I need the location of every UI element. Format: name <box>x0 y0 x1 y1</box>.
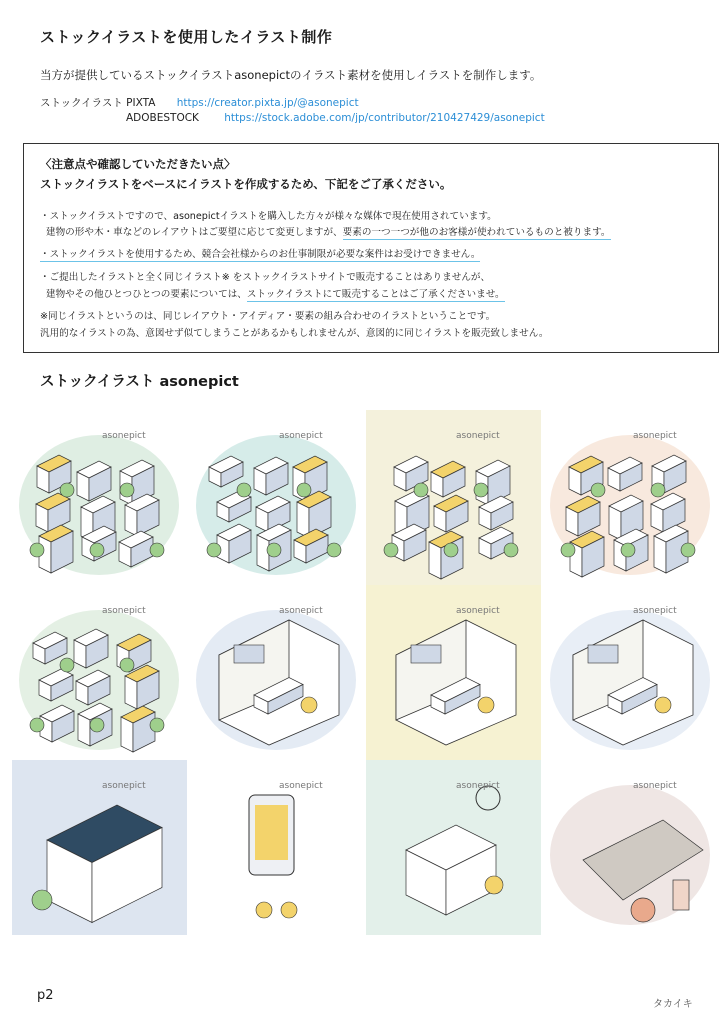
gallery-tile-garden-city <box>12 585 187 760</box>
page-number: p2 <box>37 988 54 1003</box>
illustration <box>543 585 718 760</box>
notice-p1b <box>46 224 611 238</box>
watermark: asonepict <box>456 781 500 791</box>
gallery-tile-city-blocks <box>189 410 364 585</box>
watermark: asonepict <box>279 606 323 616</box>
illustration <box>543 410 718 585</box>
page-title: ストックイラストを使用したイラスト制作 <box>40 28 333 46</box>
watermark: asonepict <box>633 431 677 441</box>
notice-p4a: ※同じイラストというのは、同じレイアウト・アイディア・要素の組み合わせのイラストということです。 <box>40 311 496 322</box>
watermark: asonepict <box>456 431 500 441</box>
signature: タカイキ <box>653 999 693 1010</box>
illustration <box>12 760 187 935</box>
adobestock-row <box>126 112 545 124</box>
notice-p2-text: ・ストックイラストを使用するため、競合会社様からのお仕事制限が必要な案件はお受けできません。 <box>40 249 481 260</box>
intro-text: 当方が提供しているストックイラストasonepictのイラスト素材を使用しイラストを制作します。 <box>40 68 542 82</box>
illustration <box>366 760 541 935</box>
pixta-link[interactable]: https://creator.pixta.jp/@asonepict <box>176 97 359 109</box>
gallery-tile-house <box>12 760 187 935</box>
watermark: asonepict <box>279 431 323 441</box>
gallery-tile-street-grid <box>366 410 541 585</box>
notice-p4b: 汎用的なイラストの為、意図せず似てしまうことがあるかもしれませんが、意図的に同じイラストを販売致しません。 <box>40 328 549 339</box>
illustration <box>189 760 364 935</box>
watermark: asonepict <box>456 606 500 616</box>
illustration <box>12 410 187 585</box>
gallery-heading: ストックイラスト asonepict <box>40 374 239 390</box>
gallery-tile-cafe-interior <box>543 585 718 760</box>
gallery-tile-bakery <box>366 760 541 935</box>
watermark: asonepict <box>633 606 677 616</box>
watermark: asonepict <box>102 431 146 441</box>
notice-p3b <box>46 286 505 300</box>
adobestock-link[interactable]: https://stock.adobe.com/jp/contributor/210427429/asonepict <box>224 112 545 124</box>
pixta-row <box>40 95 359 110</box>
notice-box <box>23 143 719 353</box>
notice-p3b-plain: 建物やその他ひとつひとつの要素については、 <box>46 289 247 300</box>
illustration <box>189 410 364 585</box>
gallery-tile-study-room <box>366 585 541 760</box>
gallery-tile-office-room <box>189 585 364 760</box>
gallery-tile-town-aerial <box>12 410 187 585</box>
illustration <box>12 585 187 760</box>
gallery-tile-farm-field <box>543 760 718 935</box>
notice-p1a: ・ストックイラストですので、asonepictイラストを購入した方々が様々な媒体で現在使用されています。 <box>40 211 497 222</box>
notice-p1b-plain: 建物の形や木・車などのレイアウトはご要望に応じて変更しますが、 <box>46 227 343 238</box>
illustration <box>543 760 718 935</box>
illustration <box>366 410 541 585</box>
pixta-label: ストックイラスト PIXTA <box>40 97 156 109</box>
watermark: asonepict <box>633 781 677 791</box>
notice-heading: 〈注意点や確認していただきたい点〉 <box>40 157 236 171</box>
watermark: asonepict <box>102 781 146 791</box>
gallery-tile-crossroads <box>543 410 718 585</box>
notice-p2 <box>40 246 480 260</box>
gallery-tile-smartphone <box>189 760 364 935</box>
notice-p3a: ・ご提出したイラストと全く同じイラスト※ をストックイラストサイトで販売することはありませんが、 <box>40 272 491 283</box>
notice-p3b-underlined: ストックイラストにて販売することはご了承くださいませ。 <box>246 289 505 300</box>
adobestock-label: ADOBESTOCK <box>126 112 199 124</box>
notice-p1b-underlined: 要素の一つ一つが他のお客様が使われているものと被ります。 <box>342 227 611 238</box>
illustration <box>366 585 541 760</box>
watermark: asonepict <box>279 781 323 791</box>
notice-subheading: ストックイラストをベースにイラストを作成するため、下記をご了承ください。 <box>40 177 452 191</box>
illustration <box>189 585 364 760</box>
watermark: asonepict <box>102 606 146 616</box>
